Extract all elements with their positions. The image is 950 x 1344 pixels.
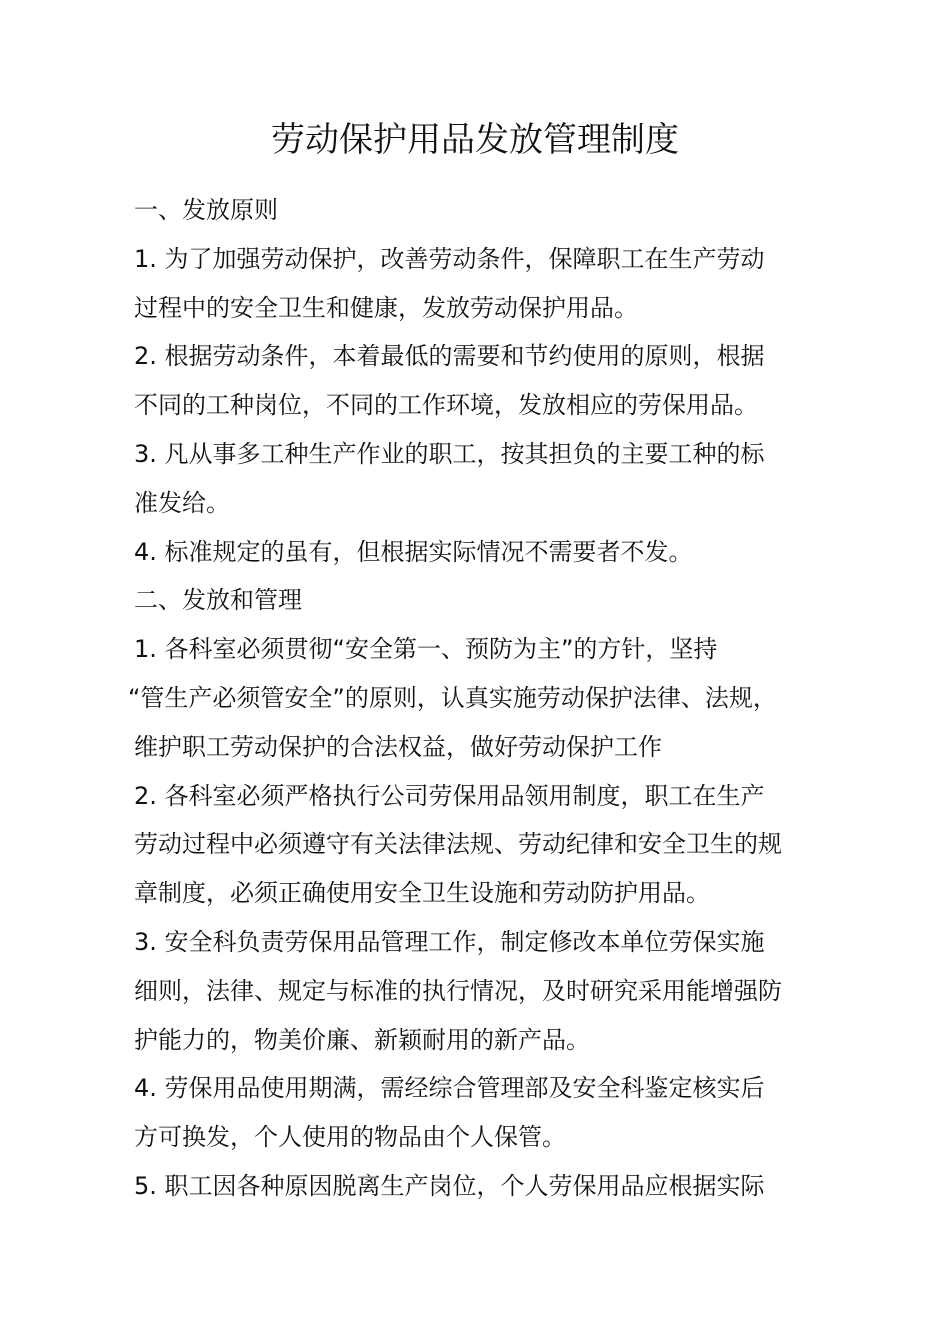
paragraph-line: 3. 安全科负责劳保用品管理工作，制定修改本单位劳保实施: [134, 927, 765, 956]
paragraph-line: 过程中的安全卫生和健康，发放劳动保护用品。: [134, 293, 638, 322]
paragraph-line: 1. 为了加强劳动保护，改善劳动条件，保障职工在生产劳动: [134, 244, 765, 273]
section-heading-principles: 一、发放原则: [134, 196, 278, 224]
paragraph-line: 方可换发，个人使用的物品由个人保管。: [134, 1123, 566, 1152]
paragraph-line: 细则，法律、规定与标准的执行情况，及时研究采用能增强防: [134, 976, 782, 1005]
section-heading-distribution: 二、发放和管理: [134, 586, 302, 615]
paragraph-line: 1. 各科室必须贯彻“安全第一、预防为主”的方针，坚持: [134, 635, 718, 664]
paragraph-line: 劳动过程中必须遵守有关法律法规、劳动纪律和安全卫生的规: [134, 830, 782, 859]
paragraph-line: 2. 根据劳动条件，本着最低的需要和节约使用的原则，根据: [134, 342, 765, 371]
paragraph-line: 准发给。: [134, 488, 230, 517]
paragraph-line: 维护职工劳动保护的合法权益，做好劳动保护工作: [134, 732, 662, 761]
paragraph-line: 章制度，必须正确使用安全卫生设施和劳动防护用品。: [134, 879, 710, 908]
paragraph-line: 5. 职工因各种原因脱离生产岗位，个人劳保用品应根据实际: [134, 1171, 765, 1200]
paragraph-line: 3. 凡从事多工种生产作业的职工，按其担负的主要工种的标: [134, 439, 765, 468]
paragraph-line: 不同的工种岗位，不同的工作环境，发放相应的劳保用品。: [134, 391, 758, 420]
document-title: 劳动保护用品发放管理制度: [271, 120, 679, 160]
document-body: [128, 186, 854, 1211]
paragraph-line: “管生产必须管安全”的原则，认真实施劳动保护法律、法规，: [128, 683, 777, 712]
paragraph-line: 4. 劳保用品使用期满，需经综合管理部及安全科鉴定核实后: [134, 1074, 765, 1103]
paragraph-line: 4. 标准规定的虽有，但根据实际情况不需要者不发。: [134, 537, 693, 566]
paragraph-line: 2. 各科室必须严格执行公司劳保用品领用制度，职工在生产: [134, 781, 765, 810]
paragraph-line: 护能力的，物美价廉、新颖耐用的新产品。: [134, 1025, 590, 1054]
